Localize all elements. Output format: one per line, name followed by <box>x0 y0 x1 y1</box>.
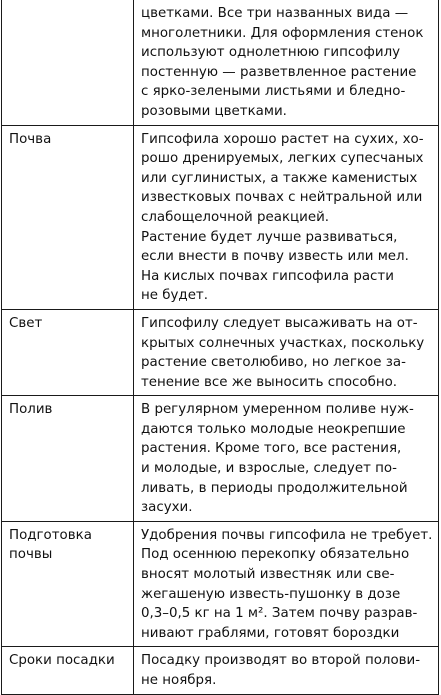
row-label <box>2 521 134 647</box>
text-line: Растение будет лучше развиваться, <box>141 229 398 245</box>
text-line: растение светолюбиво, но легкое за- <box>141 355 406 371</box>
label-line: Сроки посадки <box>9 653 115 669</box>
text-line: постенную — разветвленное растение <box>141 64 417 80</box>
text-line: Посадку производят во второй полови- <box>141 653 421 669</box>
text-fragment: ². Затем почву разрав- <box>258 606 418 622</box>
label-line: почвы <box>9 547 53 563</box>
text-line: жегашеную известь-пушонку в дозе <box>141 586 401 602</box>
text-line: ливать, в периоды продолжительной <box>141 480 408 496</box>
row-label <box>2 647 134 694</box>
text-line: На кислых почвах гипсофила расти <box>141 268 394 284</box>
text-line: вносят молотый известняк или све- <box>141 567 395 583</box>
text-line: Под осеннюю перекопку обязательно <box>141 547 410 563</box>
text-line: цветками. Все три названных вида — <box>141 6 409 21</box>
planting-guide-table <box>1 0 439 695</box>
text-line: Удобрения почвы гипсофила не требует. <box>141 527 433 543</box>
text-line: или суглинистых, а также каменистых <box>141 170 418 186</box>
text-line: слабощелочной реакцией. <box>141 209 330 225</box>
text-line: если внести в почву известь или мел. <box>141 249 409 265</box>
text-fragment: 0,3–0,5 кг на 1 м <box>141 606 259 622</box>
text-line: Гипсофила хорошо растет на сухих, хо- <box>141 131 424 147</box>
text-line: нивают граблями, готовят бороздки <box>141 625 400 641</box>
row-content <box>134 125 439 309</box>
table-row <box>2 521 439 647</box>
table-row <box>2 125 439 309</box>
text-line: с ярко-зелеными листьями и бледно- <box>141 84 406 100</box>
text-line: розовыми цветками. <box>141 103 287 119</box>
text-line: многолетники. Для оформления стенок <box>141 25 424 41</box>
label-line: Свет <box>9 315 43 331</box>
table-row <box>2 647 439 694</box>
row-content <box>134 647 439 694</box>
text-line: рошо дренируемых, легких супесчаных <box>141 151 424 167</box>
row-label <box>2 0 134 125</box>
table-row <box>2 396 439 522</box>
text-line: тенение все же выносить способно. <box>141 374 398 390</box>
text-line: засухи. <box>141 500 193 516</box>
row-label <box>2 125 134 309</box>
row-content <box>134 396 439 522</box>
text-line: не ноября. <box>141 673 217 688</box>
row-content <box>134 521 439 647</box>
text-line: не будет. <box>141 288 208 304</box>
text-line: и молодые, и взрослые, следует по- <box>141 461 397 477</box>
text-line: крытых солнечных участках, поскольку <box>141 335 425 351</box>
text-line: известковых почвах с нейтральной или <box>141 190 423 206</box>
row-label <box>2 309 134 395</box>
text-line: даются только молодые неокрепшие <box>141 421 406 437</box>
label-line: Почва <box>9 131 52 147</box>
text-line: используют однолетнюю гипсофилу <box>141 45 401 61</box>
table-row <box>2 309 439 395</box>
row-label <box>2 396 134 522</box>
text-line: Гипсофилу следует высаживать на от- <box>141 315 418 331</box>
row-content <box>134 309 439 395</box>
table-row <box>2 0 439 125</box>
label-line: Полив <box>9 402 53 418</box>
label-line: Подготовка <box>9 527 92 543</box>
text-line <box>141 604 431 624</box>
row-content <box>134 0 439 125</box>
text-line: растения. Кроме того, все растения, <box>141 441 402 457</box>
text-line: В регулярном умеренном поливе нуж- <box>141 402 414 418</box>
